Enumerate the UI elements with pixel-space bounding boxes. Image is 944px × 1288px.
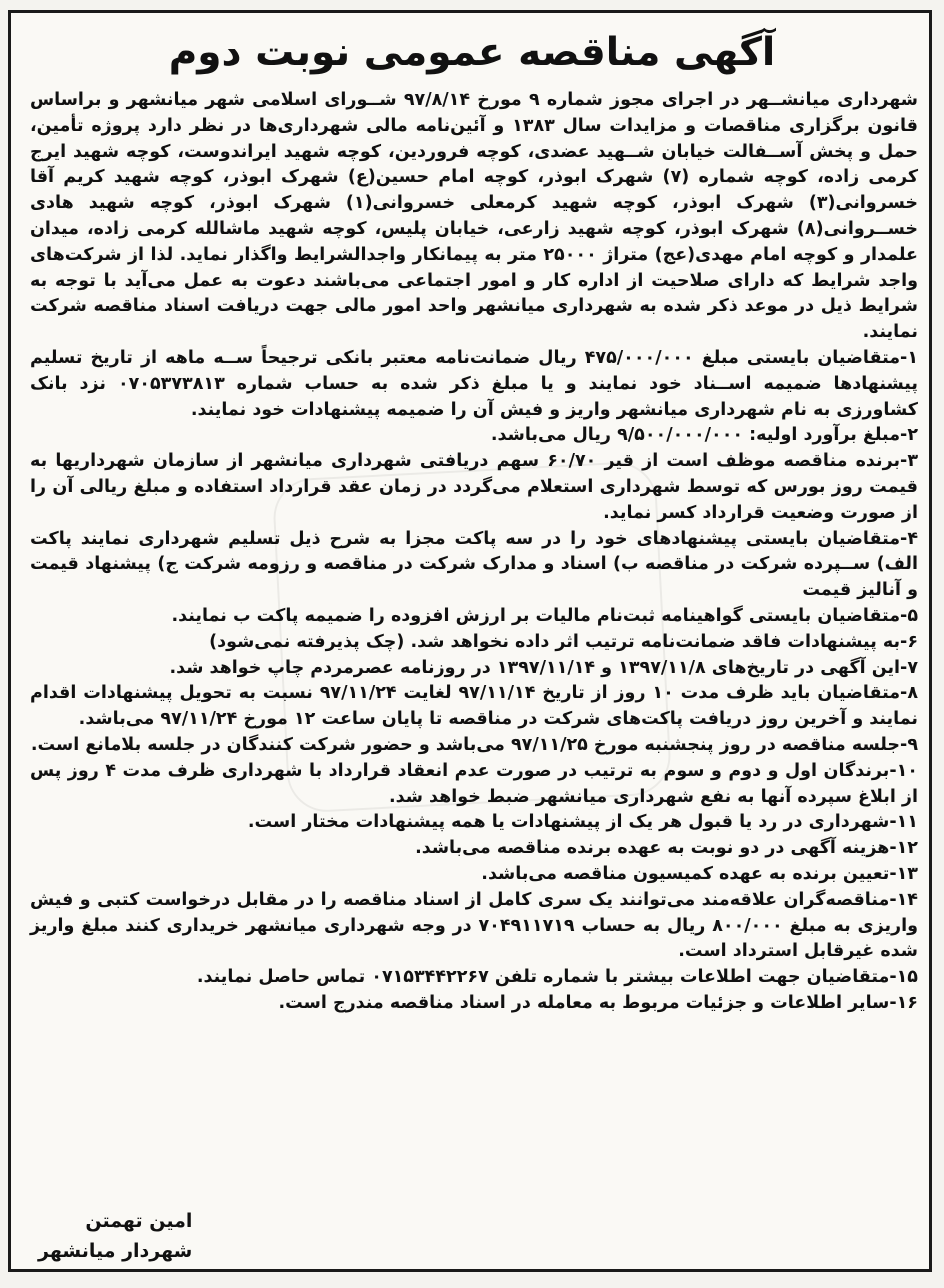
list-item: ۹-جلسه مناقصه در روز پنجشنبه مورخ ۹۷/۱۱/۲۵ می‌باشد و حضور شرکت کنندگان در جلسه بلامانع است. (30, 734, 918, 755)
list-item: ۱۵-متقاضیان جهت اطلاعات بیشتر با شماره تلفن ۰۷۱۵۳۴۴۲۲۶۷ تماس حاصل نمایند. (196, 967, 918, 988)
list-item: ۱-متقاضیان بایستی مبلغ ۴۷۵/۰۰۰/۰۰۰ ریال ضمانت‌نامه معتبر بانکی ترجیحاً ســه ماهه از تاریخ تسلیم پیشنهادها ضمیمه اســناد خود نمایند و یا مبلغ ذکر شده به حساب شماره ۰۷۰۵۳۷۳۸۱۳ نزد بانک کشاورزی به نام شهرداری میانشهر واریز و فیش آن را ضمیمه پیشنهادات خود نمایند. (30, 347, 919, 420)
page-title: آگهی مناقصه عمومی نوبت دوم (168, 30, 776, 75)
signatory-role: شهردار میانشهر (38, 1240, 193, 1262)
list-item: ۲-مبلغ برآورد اولیه: ۹/۵۰۰/۰۰۰/۰۰۰ ریال می‌باشد. (490, 425, 918, 446)
signatory-name: امین تهمتن (85, 1210, 193, 1232)
list-item: ۴-متقاضیان بایستی پیشنهادهای خود را در سه پاکت مجزا به شرح ذیل تسلیم شهرداری نمایند پاکت الف) ســپرده شرکت در مناقصه ب) اسناد و مدارک شرکت در مناقصه و رزومه شرکت ج) پیشنهاد قیمت و آنالیز قیمت (30, 528, 918, 601)
list-item: ۵-متقاضیان بایستی گواهینامه ثبت‌نام مالیات بر ارزش افزوده را ضمیمه پاکت ب نمایند. (171, 605, 918, 626)
notice-body (30, 88, 918, 1017)
list-item: ۱۲-هزینه آگهی در دو نوبت به عهده برنده مناقصه می‌باشد. (415, 838, 918, 859)
list-item: ۳-برنده مناقصه موظف است از قیر ۶۰/۷۰ سهم دریافتی شهرداری میانشهر از سازمان شهرداریها به قیمت روز بورس که توسط شهرداری استعلام می‌گردد در زمان عقد قرارداد استفاده و مبلغ ریالی آن را از صورت وضعیت قرارداد کسر نماید. (30, 451, 918, 523)
list-item: ۱۱-شهرداری در رد یا قبول هر یک از پیشنهادات یا همه پیشنهادات مختار است. (247, 812, 918, 833)
list-item: ۱۶-سایر اطلاعات و جزئیات مربوط به معامله در اسناد مناقصه مندرج است. (278, 992, 918, 1013)
list-item: ۷-این آگهی در تاریخ‌های ۱۳۹۷/۱۱/۸ و ۱۳۹۷/۱۱/۱۴ در روزنامه عصرمردم چاپ خواهد شد. (169, 657, 918, 678)
list-item: ۱۰-برندگان اول و دوم و سوم به ترتیب در صورت عدم انعقاد قرارداد با شهرداری ظرف مدت ۴ روز پس از ابلاغ سپرده آنها به نفع شهرداری میانشهر ضبط خواهد شد. (30, 760, 918, 807)
signature-block (38, 1206, 192, 1266)
intro-paragraph: شهرداری میانشــهر در اجرای مجوز شماره ۹ مورخ ۹۷/۸/۱۴ شــورای اسلامی شهر میانشهر و براساس قانون برگزاری مناقصات و مزایدات سال ۱۳۸۳ و آئین‌نامه مالی شهرداری‌ها در نظر دارد پروژه تأمین، حمل و پخش آســفالت خیابان شــهید عضدی، کوچه فروردین، کوچه شهید ایراندوست، کوچه شهید ایرج کرمی زاده، کوچه شماره (۷) شهرک ابوذر، کوچه امام حسین(ع) شهرک ابوذر، کوچه شهید کریم آقا خسروانی(۳) شهرک ابوذر، کوچه شهید کرمعلی خسروانی(۱) شهرک ابوذر، کوچه شهید هادی خســروانی(۸) شهرک ابوذر، کوچه شهید زارعی، خیابان پلیس، کوچه شهید ماشالله کرمی زاده، میدان علمدار و کوچه امام مهدی(عج) متراژ ۲۵۰۰۰ متر به پیمانکار واجدالشرایط واگذار نماید. لذا از شرکت‌های واجد شرایط که دارای صلاحیت از اداره کار و امور اجتماعی می‌باشند دعوت به عمل می‌آید با توجه به شرایط ذیل در موعد ذکر شده به شهرداری میانشهر واحد امور مالی جهت دریافت اسناد مناقصه شرکت نمایند. (30, 90, 919, 343)
list-item: ۶-به پیشنهادات فاقد ضمانت‌نامه ترتیب اثر داده نخواهد شد. (چک پذیرفته نمی‌شود) (209, 631, 918, 652)
list-item: ۸-متقاضیان باید ظرف مدت ۱۰ روز از تاریخ ۹۷/۱۱/۱۴ لغایت ۹۷/۱۱/۲۴ نسبت به تحویل پیشنهادات اقدام نمایند و آخرین روز دریافت پاکت‌های شرکت در مناقصه تا پایان ساعت ۱۲ مورخ ۹۷/۱۱/۲۴ می‌باشد. (30, 683, 919, 730)
list-item: ۱۳-تعیین برنده به عهده کمیسیون مناقصه می‌باشد. (481, 863, 918, 884)
list-item: ۱۴-مناقصه‌گران علاقه‌مند می‌توانند یک سری کامل از اسناد مناقصه را در مقابل درخواست کتبی و فیش واریزی به مبلغ ۸۰۰/۰۰۰ ریال به حساب ۷۰۴۹۱۱۷۱۹ در وجه شهرداری میانشهر خریداری کنند مبلغ واریز شده غیرقابل استرداد است. (30, 889, 918, 962)
